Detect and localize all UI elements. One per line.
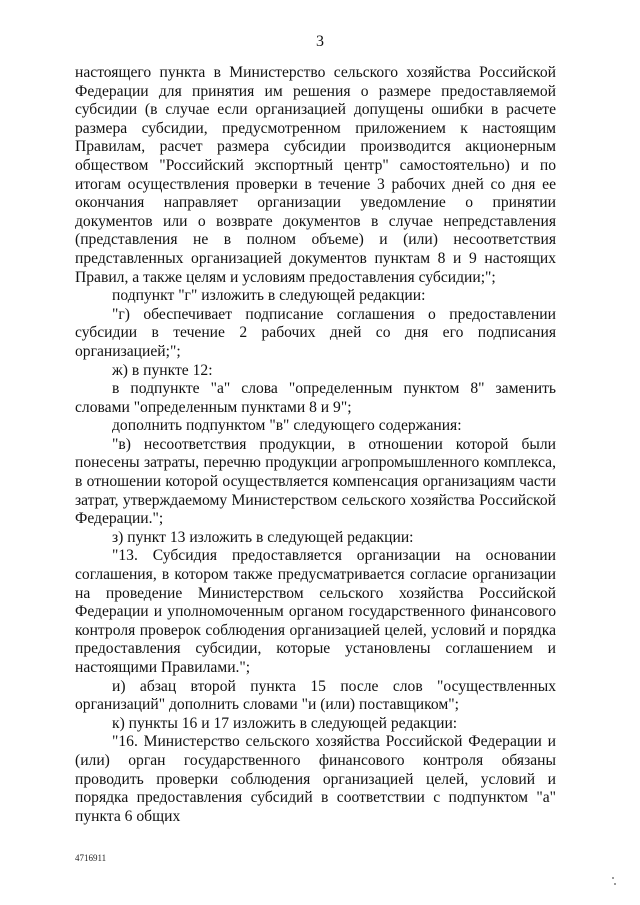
paragraph: в подпункте "а" слова "определенным пунктом 8" заменить словами "определенным пунктами 8 и 9"; [75, 380, 556, 416]
paragraph: "г) обеспечивает подписание соглашения о предоставлении субсидии в течение 2 рабочих дней со дня его подписания организацией;"; [75, 305, 556, 360]
paragraph: и) абзац второй пункта 15 после слов "осуществленных организаций" дополнить словами "и (или) поставщиком"; [75, 677, 556, 714]
paragraph: "16. Министерство сельского хозяйства Российской Федерации и (или) орган государственного финансового контроля обязаны проводить проверки соблюдения организацией целей, условий и порядка предоставления субсидий в соответствии с подпунктом "а" пункта 6 общих [75, 733, 556, 825]
document-body [75, 64, 556, 826]
paragraph: дополнить подпунктом "в" следующего содержания: [112, 417, 462, 435]
page-number: 3 [316, 33, 324, 50]
paragraph: ж) в пункте 12: [112, 361, 213, 379]
paragraph: "13. Субсидия предоставляется организации на основании соглашения, в котором также предусматривается согласие организации на проведение Министерством сельского хозяйства Российской Федерации и уполномоченным органом государственного финансового контроля проверок соблюдения организацией целей, условий и порядка предоставления субсидии, которые установлены соглашением и настоящими Правилами."; [75, 547, 556, 676]
paragraph: к) пункты 16 и 17 изложить в следующей редакции: [112, 714, 458, 732]
paragraph: настоящего пункта в Министерство сельского хозяйства Российской Федерации для принятия им решения о размере предоставляемой субсидии (в случае если организацией допущены ошибки в расчете размера субсидии, предусмотренном приложением к настоящим Правилам, расчет размера субсидии производится акционерным обществом "Российский экспортный центр" самостоятельно) и по итогам осуществления проверки в течение 3 рабочих дней со дня ее окончания направляет организации уведомление о принятии документов или о возврате документов в случае непредставления (представления не в полном объеме) и (или) несоответствия представленных организацией документов пунктам 8 и 9 настоящих Правил, а также целям и условиям предоставления субсидии;"; [75, 64, 556, 286]
paragraph: з) пункт 13 изложить в следующей редакции: [112, 528, 414, 546]
document-code: 4716911 [75, 853, 107, 863]
scan-speck [612, 877, 614, 879]
scan-speck [614, 883, 616, 885]
paragraph: "в) несоответствия продукции, в отношении которой были понесены затраты, перечню продукции агропромышленного комплекса, в отношении которой осуществляется компенсация организациям части затрат, утверждаемому Министерством сельского хозяйства Российской Федерации."; [75, 435, 556, 528]
paragraph: подпункт "г" изложить в следующей редакции: [112, 287, 426, 305]
